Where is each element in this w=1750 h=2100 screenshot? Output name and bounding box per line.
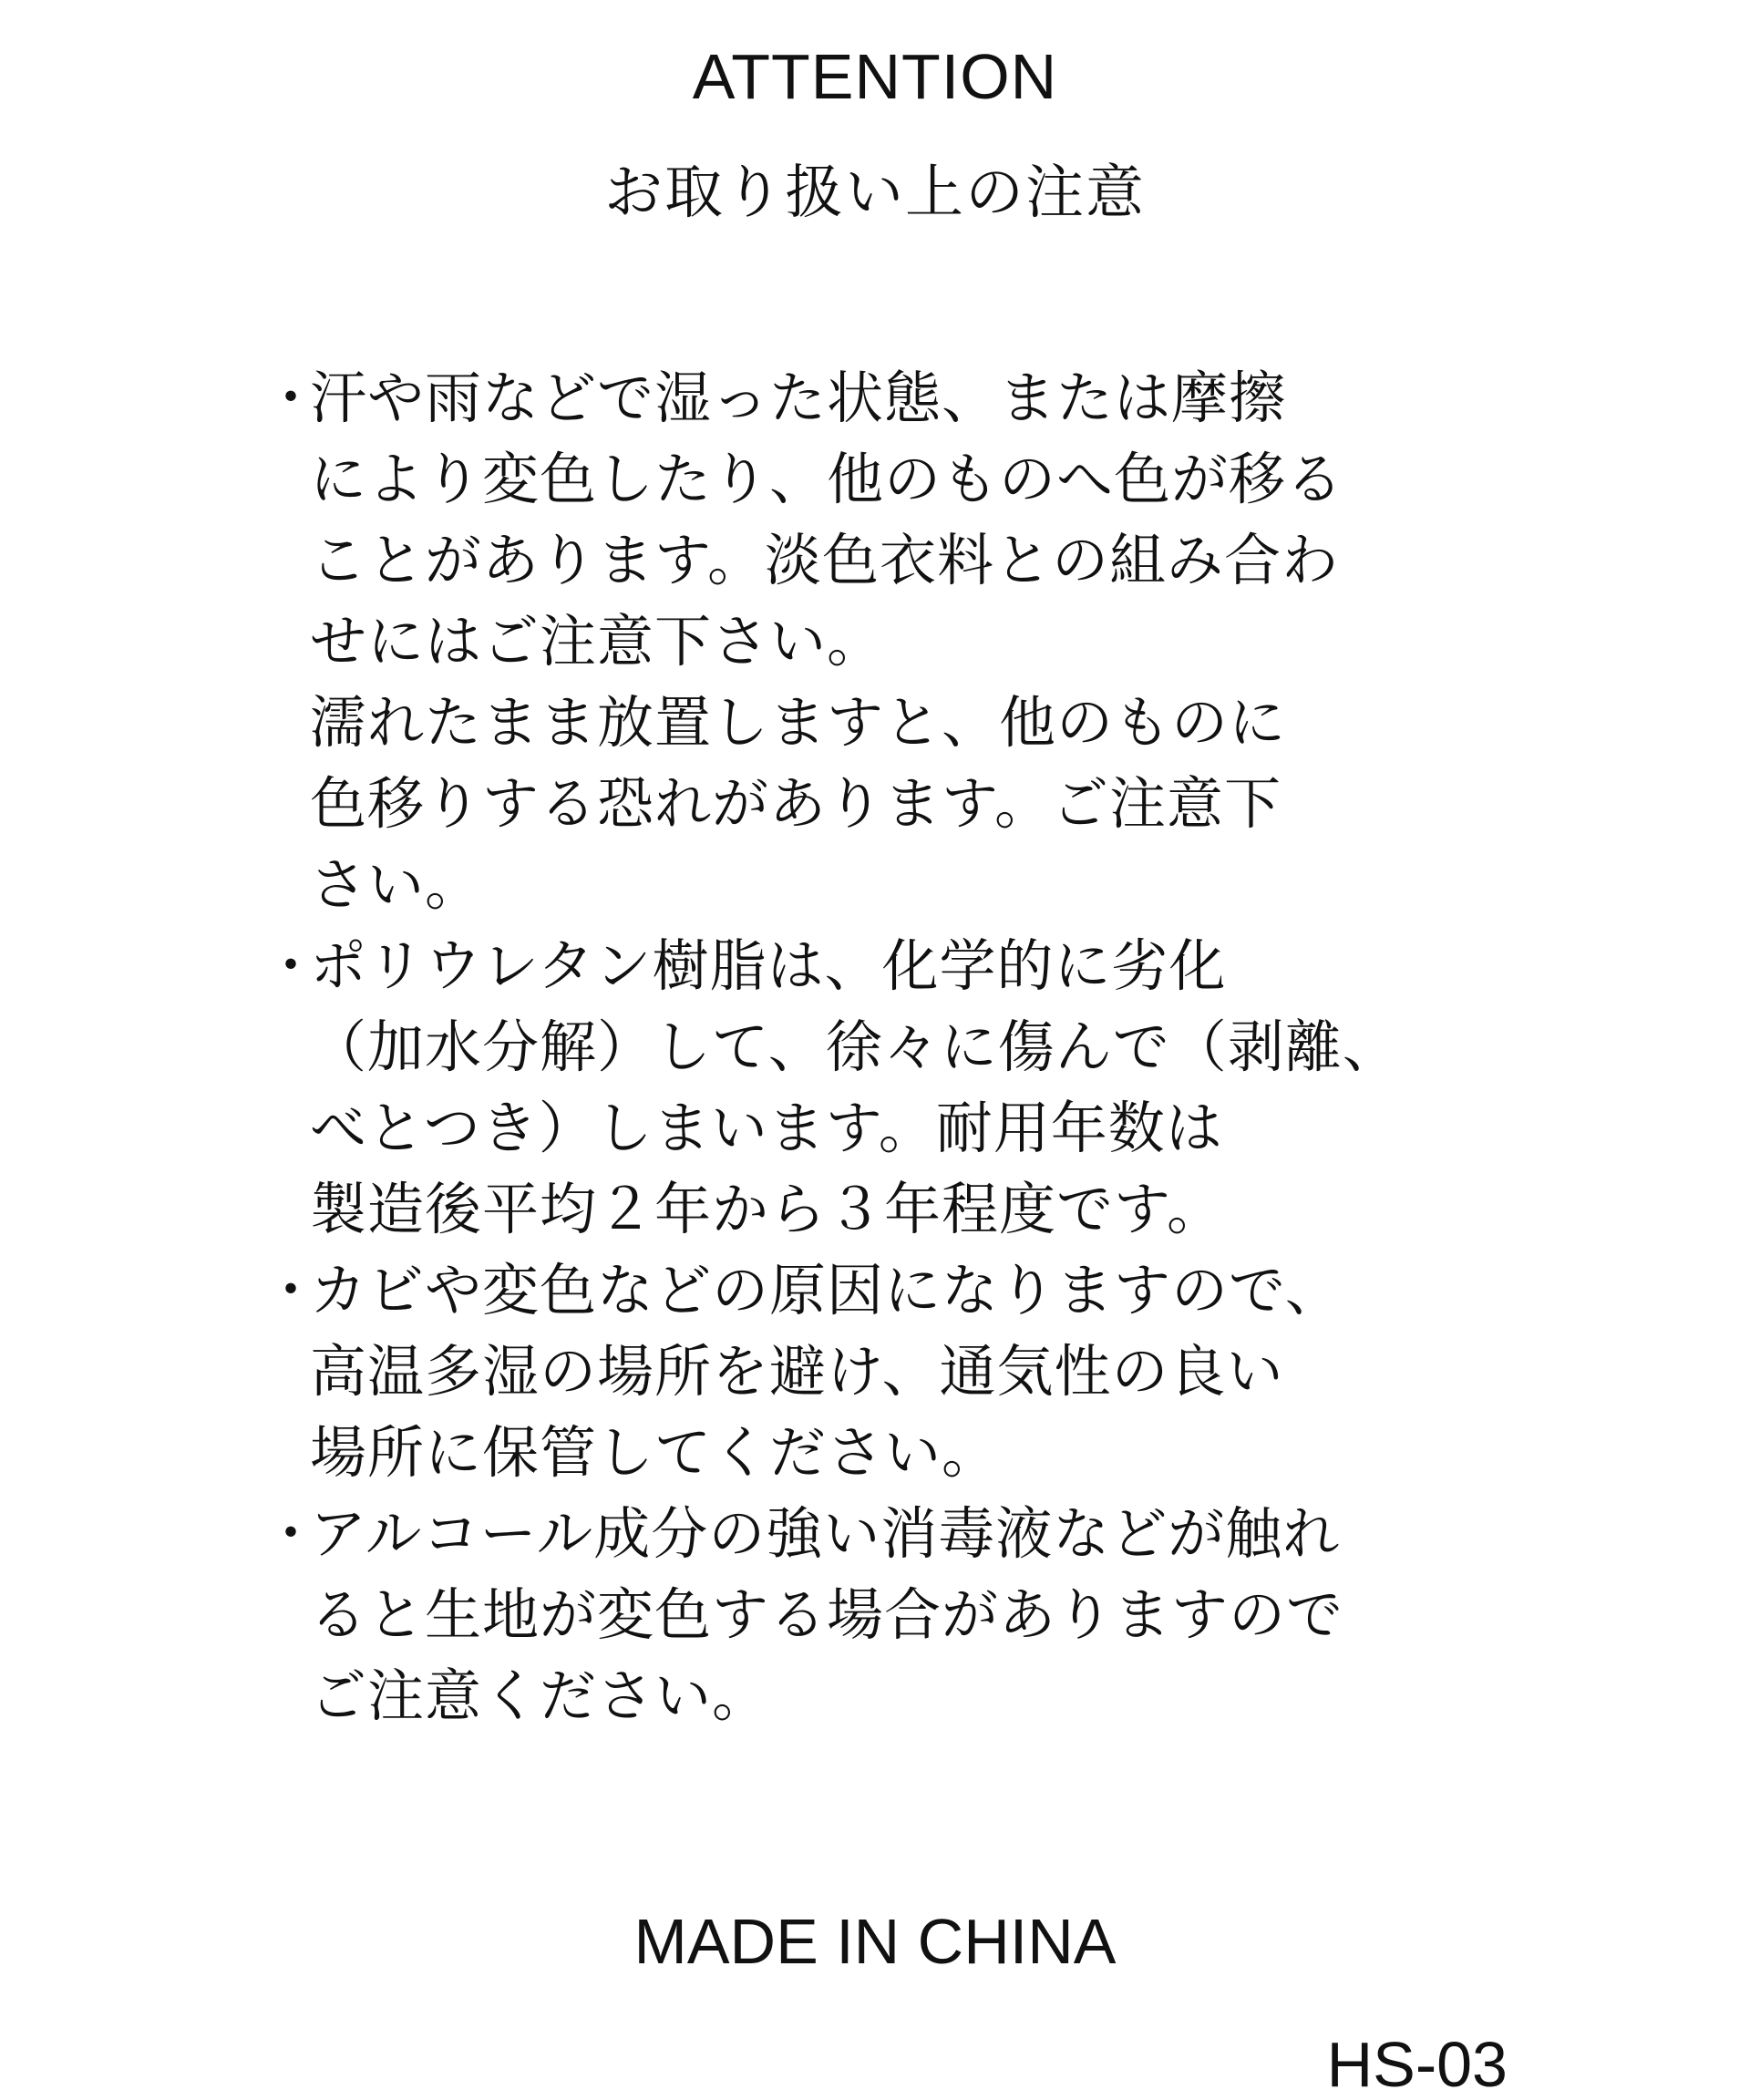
note-line: カビや変色などの原因になりますので、: [310, 1257, 1343, 1323]
handling-caution-heading: お取り扱い上の注意: [604, 160, 1146, 227]
bullet-icon: ・: [262, 932, 320, 999]
caution-item-polyurethane: [262, 925, 1502, 1250]
caution-list: [262, 357, 1502, 1736]
note-line: べとつき）しまいます。耐用年数は: [310, 1095, 1223, 1161]
note-line: 汗や雨などで湿った状態、または摩擦: [310, 365, 1287, 431]
bullet-icon: ・: [262, 1257, 320, 1323]
caution-item-storage: [262, 1250, 1502, 1493]
note-line: アルコール成分の強い消毒液などが触れ: [310, 1500, 1341, 1567]
note-line: さい。: [310, 851, 483, 918]
bullet-icon: ・: [262, 1500, 320, 1567]
attention-heading: ATTENTION: [692, 41, 1058, 112]
note-line: せにはご注意下さい。: [310, 608, 885, 674]
bullet-icon: ・: [262, 365, 320, 431]
caution-item-moisture-friction: [262, 357, 1502, 925]
note-line: 高温多湿の場所を避け、通気性の良い: [310, 1338, 1284, 1405]
note-line: ご注意ください。: [310, 1662, 770, 1729]
country-of-origin: MADE IN CHINA: [633, 1906, 1117, 1977]
note-line: ると生地が変色する場合がありますので: [310, 1581, 1344, 1648]
note-line: （加水分解）して、徐々に傷んで（剥離、: [310, 1014, 1400, 1080]
product-code: HS-03: [1326, 2029, 1508, 2100]
caution-item-alcohol: [262, 1493, 1502, 1736]
note-line: ことがあります。淡色衣料との組み合わ: [310, 527, 1340, 593]
note-line: ポリウレタン樹脂は、化学的に劣化: [310, 932, 1227, 999]
note-line: 場所に保管してください。: [310, 1419, 1000, 1486]
note-line: により変色したり、他のものへ色が移る: [310, 446, 1344, 512]
note-line: 色移りする恐れがあります。ご注意下: [310, 770, 1282, 837]
note-line: 濡れたまま放置しますと、他のものに: [310, 689, 1287, 756]
note-line: 製造後平均２年から３年程度です。: [310, 1176, 1225, 1242]
